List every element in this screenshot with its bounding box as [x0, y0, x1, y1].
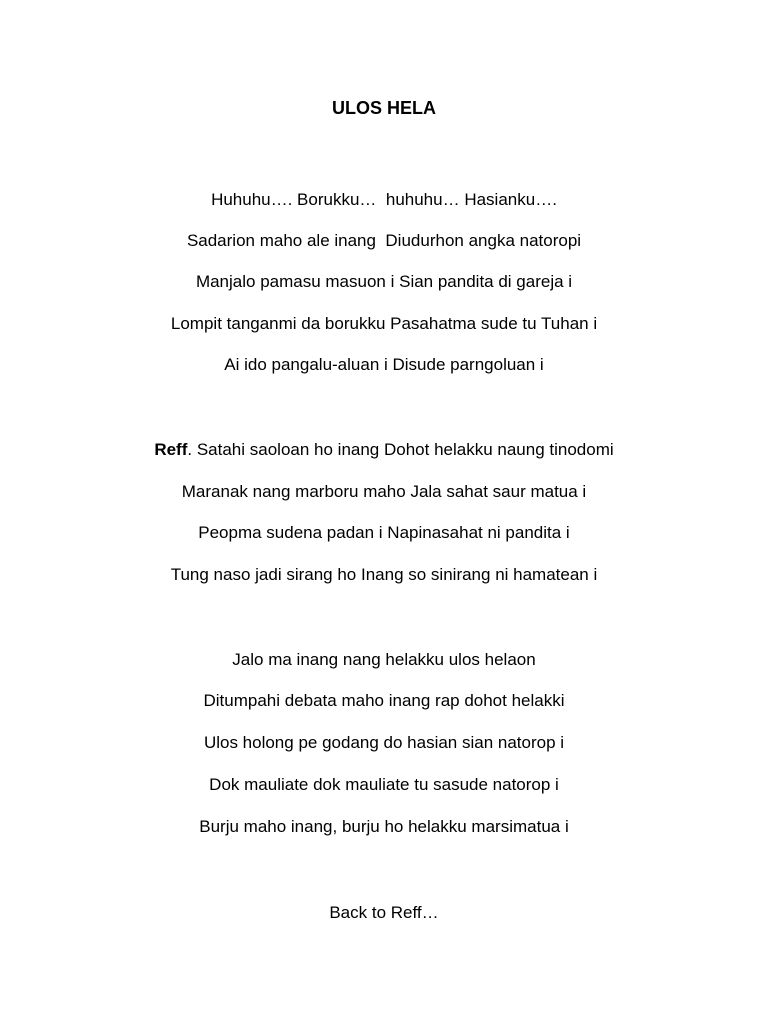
verse2-line-4: Dok mauliate dok mauliate tu sasude natorop i	[209, 775, 559, 794]
verse2-line-1: Jalo ma inang nang helakku ulos helaon	[232, 650, 536, 669]
reff-line-3: Peopma sudena padan i Napinasahat ni pandita i	[198, 523, 570, 542]
verse1-line-5: Ai ido pangalu-aluan i Disude parngoluan i	[224, 355, 544, 374]
verse1-line-4: Lompit tanganmi da borukku Pasahatma sude tu Tuhan i	[170, 314, 598, 333]
closing-line: Back to Reff…	[329, 903, 439, 922]
reff-label: Reff	[154, 440, 188, 459]
verse1-line-2: Sadarion maho ale inang Diudurhon angka natoropi	[186, 231, 582, 250]
verse2-line-2: Ditumpahi debata maho inang rap dohot helakki	[203, 691, 565, 710]
reff-line-1	[0, 438, 768, 462]
reff-line-4: Tung naso jadi sirang ho Inang so sinirang ni hamatean i	[170, 565, 598, 584]
page-title: ULOS HELA	[331, 98, 436, 118]
verse1-line-3: Manjalo pamasu masuon i Sian pandita di gareja i	[195, 272, 573, 291]
verse2-line-3: Ulos holong pe godang do hasian sian natorop i	[203, 733, 565, 752]
verse1-line-1: Huhuhu…. Borukku… huhuhu… Hasianku….	[211, 190, 557, 209]
verse2-line-5: Burju maho inang, burju ho helakku marsimatua i	[199, 817, 569, 836]
reff-line-1-text: . Satahi saoloan ho inang Dohot helakku naung tinodomi	[187, 440, 614, 459]
reff-line-2: Maranak nang marboru maho Jala sahat saur matua i	[181, 482, 587, 501]
